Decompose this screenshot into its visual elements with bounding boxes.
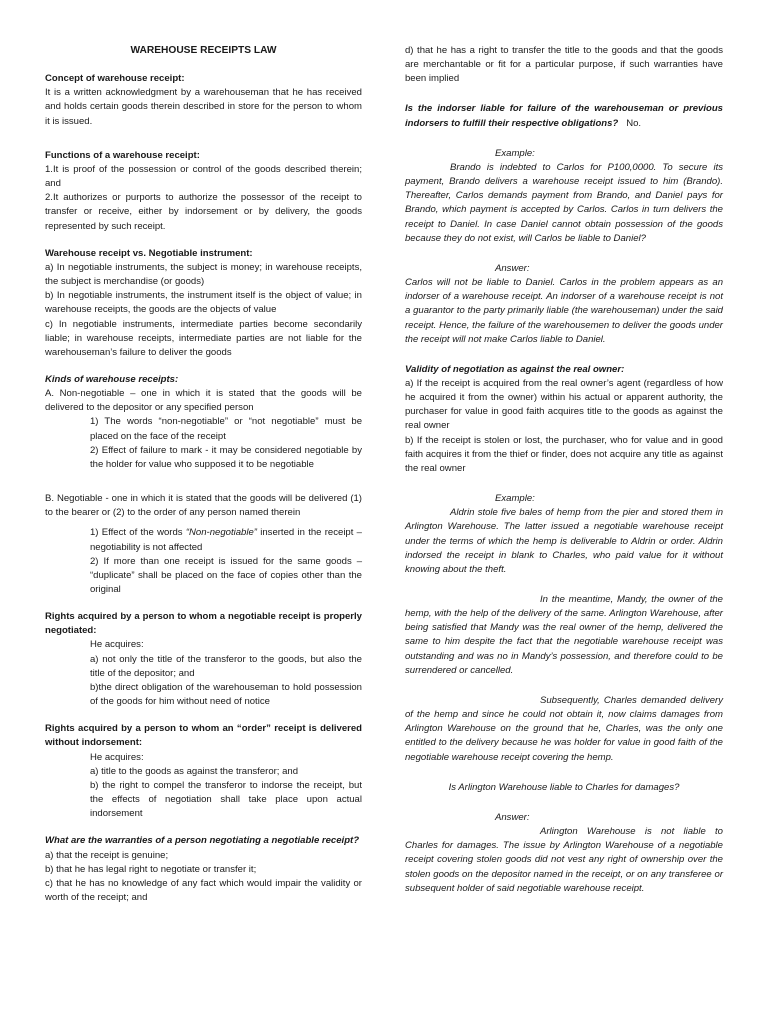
rights2-lead: He acquires: (90, 751, 144, 763)
example2-p2: In the meantime, Mandy, the owner of the hemp, with the help of the delivery of the same. Arlington Warehouse, after being satisfied that Mandy was the real owner of the hemp, delivered the same to him despite the fact that the negotiable warehouse receipt was outstanding and was no in Mandy’s possession, and therefore could to be surrendered or cancelled. (405, 594, 723, 676)
rights1-item: a) not only the title of the transferor to the goods, but also the title of the depositor; and (90, 653, 362, 679)
concept-heading: Concept of warehouse receipt: (45, 73, 185, 85)
example2-question: Is Arlington Warehouse liable to Charles for damages? (448, 781, 680, 793)
example1-text: Brando is indebted to Carlos for P100,0000. To secure its payment, Brando delivers a warehouse receipt issued to him (Brando). Thereafter, Carlos demands payment from Brando, and Daniel pays for Brando, which payment is accepted by Carlos. Carlos in turn delivers the receipt to Daniel. In case Daniel cannot obtain possession of the goods because they do not exist, will Carlos be liable to Daniel? (405, 161, 723, 244)
warranty-item: c) that he has no knowledge of any fact which would impair the validity or worth of the receipt; and (45, 877, 362, 903)
left-column (45, 44, 362, 905)
answer2-text: Arlington Warehouse is not liable to Charles for damages. The issue by Arlington Warehouse of a negotiable receipt covering stolen goods did not vest any right of ownership over the stolen goods on the depositor named in the receipt, or on any transferee or subsequent holder of said negotiable warehouse receipt. (405, 826, 723, 894)
rights2-heading: Rights acquired by a person to whom an “order” receipt is delivered without indorsement: (45, 723, 362, 749)
kind-a-item: 2) Effect of failure to mark - it may be considered negotiable by the holder for value who supposed it to be negotiable (90, 444, 362, 470)
kind-b-item: 2) If more than one receipt is issued for the same goods – “duplicate” shall be placed on the face of copies other than the original (90, 555, 362, 595)
function-item: 1.It is proof of the possession or control of the goods described therein; and (45, 163, 362, 190)
function-item: 2.It authorizes or purports to authorize the possessor of the receipt to transfer or receive, either by indorsement or by delivery, the goods represented by such receipt. (45, 192, 362, 232)
warranty-item: b) that he has legal right to negotiate or transfer it; (45, 863, 257, 875)
vs-item: b) In negotiable instruments, the instrument itself is the object of value; in warehouse receipts, the goods are the objects of value (45, 290, 362, 316)
vs-item: c) In negotiable instruments, intermediate parties become secondarily liable; in warehouse receipts, intermediate parties are not liable for the warehouseman’s failure to deliver the goods (45, 318, 362, 358)
concept-text: It is a written acknowledgment by a warehouseman that he has received and holds certain goods therein described in store for the person to whom it is issued. (45, 87, 362, 127)
warranty-item: a) that the receipt is genuine; (45, 849, 169, 861)
rights1-item: b)the direct obligation of the warehouseman to hold possession of the goods for him without need of notice (90, 681, 362, 708)
validity-item: a) If the receipt is acquired from the real owner’s agent (regardless of how he acquired it from the owner) within his actual or apparent authority, the purchaser for value in good faith acquires title to the goods as against the real owner (405, 377, 723, 432)
validity-item: b) If the receipt is stolen or lost, the purchaser, who for value and in good faith acquires it from the thief or finder, does not acquire any title as against the real owner (405, 434, 723, 474)
example2-label: Example: (495, 493, 535, 505)
rights1-heading: Rights acquired by a person to whom a negotiable receipt is properly negotiated: (45, 611, 362, 637)
indorser-question: Is the indorser liable for failure of the warehouseman or previous indorsers to fulfill their respective obligations? No. (405, 103, 723, 129)
kind-b-item: 1) Effect of the words “Non-negotiable” inserted in the receipt – negotiability is not affected (90, 527, 362, 553)
functions-heading: Functions of a warehouse receipt: (45, 149, 200, 161)
rights2-item: b) the right to compel the transferor to indorse the receipt, but the effects of negotiation shall take place upon actual indorsement (90, 779, 362, 820)
kind-b: B. Negotiable - one in which it is stated that the goods will be delivered (1) to the bearer or (2) to the order of any person named therein (45, 493, 362, 519)
answer2-label: Answer: (495, 811, 530, 823)
kinds-heading: Kinds of warehouse receipts: (45, 373, 179, 385)
warranty-item-d: d) that he has a right to transfer the title to the goods and that the goods are merchantable or fit for a particular purpose, if such warranties have been implied (405, 45, 723, 85)
warranties-heading: What are the warranties of a person negotiating a negotiable receipt? (45, 835, 360, 847)
answer1-label: Answer: (495, 262, 530, 274)
rights2-item: a) title to the goods as against the transferor; and (90, 765, 299, 777)
document-title: WAREHOUSE RECEIPTS LAW (130, 45, 277, 56)
example1-label: Example: (495, 147, 535, 159)
validity-heading: Validity of negotiation as against the real owner: (405, 363, 625, 375)
vs-heading: Warehouse receipt vs. Negotiable instrument: (45, 247, 253, 259)
kind-a: A. Non-negotiable – one in which it is stated that the goods will be delivered to the depositor or any specified person (45, 388, 362, 414)
right-column (405, 44, 723, 896)
example2-p3: Subsequently, Charles demanded delivery of the hemp and since he could not obtain it, now claims damages from Arlington Warehouse on the ground that he, Charles, was the only one entitled to the delivery because he was holder for value in good faith of the negotiable warehouse receipt covering the hemp. (405, 694, 723, 763)
rights1-lead: He acquires: (90, 639, 144, 651)
vs-item: a) In negotiable instruments, the subject is money; in warehouse receipts, the subject is merchandise (or goods) (45, 261, 362, 288)
example2-p1: Aldrin stole five bales of hemp from the pier and stored them in Arlington Warehouse. The latter issued a negotiable warehouse receipt under the terms of which the hemp is deliverable to Aldrin or order. Aldrin indorsed the receipt in blank to Charles, who paid value for it without knowing about the theft. (405, 507, 723, 575)
kind-a-item: 1) The words “non-negotiable” or “not negotiable” must be placed on the face of the receipt (90, 416, 362, 442)
answer1-text: Carlos will not be liable to Daniel. Carlos in the problem appears as an indorser of a warehouse receipt. An indorser of a warehouse receipt is not a guarantor to the party primarily liable (the warehouseman) under the said receipt. Hence, the failure of the warehousemen to deliver the goods under the receipt will not make Carlos liable to Daniel. (405, 277, 723, 345)
